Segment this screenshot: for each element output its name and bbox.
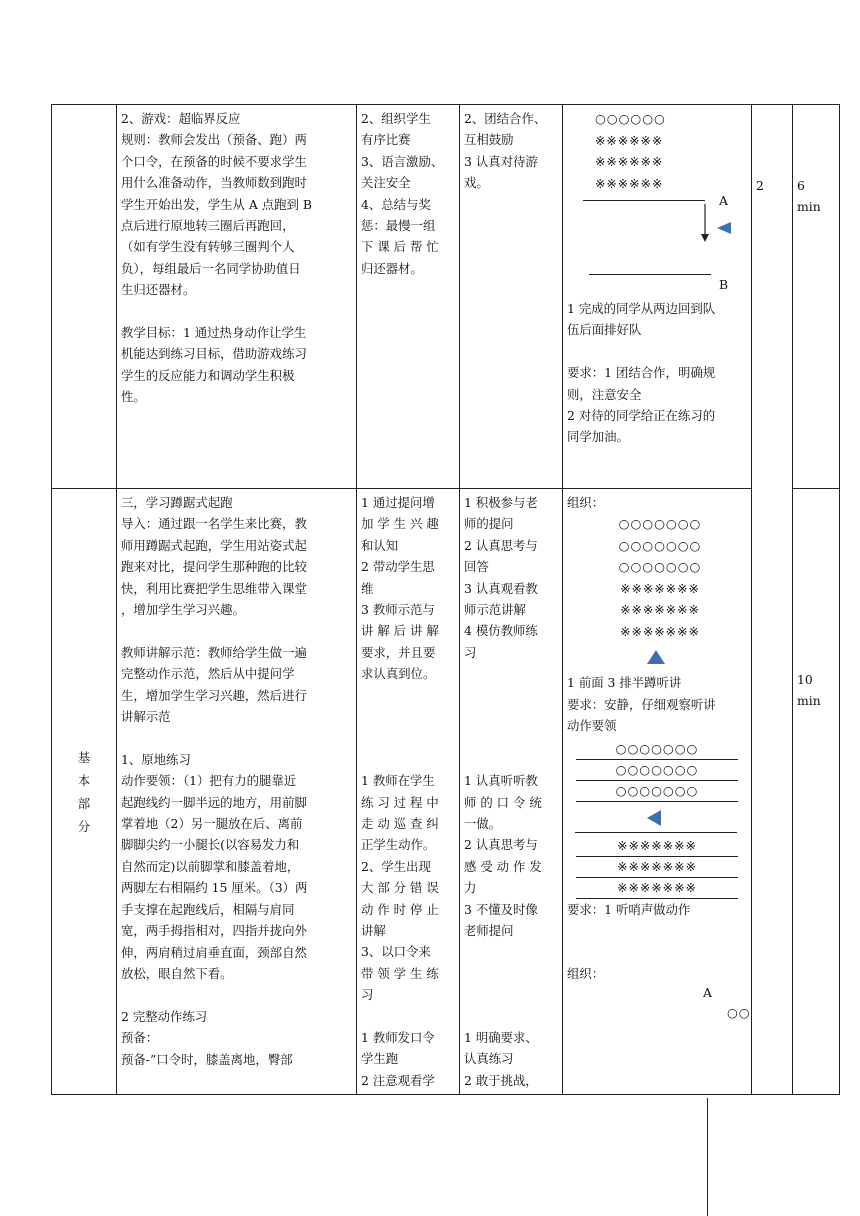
content-line: 教师讲解示范：教师给学生做一遍 [121,644,307,660]
teacher-line: 下 课 后 帮 忙 [361,239,439,255]
circle-row: ○○○○○○○ [618,537,702,553]
times-cell: 2 [752,105,793,489]
teacher-line: 3、语言激励、 [361,153,444,169]
student-line [464,727,558,748]
formation-note: 2 对待的同学给正在练习的 [567,408,716,424]
content-line: 点后进行原地转三圈后再跑回， [121,218,295,234]
run-arrow-icon [697,204,737,246]
lesson-plan-table [51,104,840,1095]
content-line: 手支撑在起跑线后，相隔与肩同 [121,901,295,917]
finish-line [589,274,711,275]
star-row: ※※※※※※※ [576,857,738,878]
content-line: 完整动作示范，然后从中提问学 [121,666,295,682]
circle-row: ○○○○○○○ [618,516,702,532]
point-a-label-2: A [703,985,712,1001]
content-line: 教学目标：1 通过热身动作让学生 [121,325,307,341]
star-row: ※※※※※※ [595,154,664,169]
content-line: 跑来对比，提问学生那种跑的比较 [121,559,307,575]
student-line: 2 认真思考与 [464,837,538,853]
times-cell-empty [752,489,793,1095]
formation-requirement: 要求：1 听哨声做动作 [567,901,691,917]
teacher-line: 和认知 [361,537,399,553]
star-row: ※※※※※※ [595,132,664,148]
star-row: ※※※※※※※ [620,580,700,596]
teacher-line: 求认真到位。 [361,666,436,682]
duration-value: 10 min [797,672,821,708]
student-line [464,984,558,1005]
teacher-line: 2 带动学生思 [361,559,435,575]
duration-cell [793,489,840,1095]
student-line: 认真练习 [464,1051,514,1067]
content-line: 预备： [121,1030,159,1046]
student-line: 3 不懂及时像 [464,901,538,917]
formation-cell [563,489,752,1095]
star-row: ※※※※※※※ [576,836,738,857]
content-line: 2 完整动作练习 [121,1008,208,1024]
student-line [464,663,558,684]
teacher-line [361,1006,455,1027]
student-activity-cell [460,489,563,1095]
formation-note-1: 1 前面 3 排半蹲听讲 [567,675,682,691]
content-line: 2、游戏：超临界反应 [121,111,241,126]
start-line [583,200,705,201]
teacher-line: 加 学 生 兴 趣 [361,516,439,532]
formation-note-3: 动作要领 [567,718,617,734]
student-line: 感 受 动 作 发 [464,858,542,874]
track-line [707,1098,708,1216]
circle-tail: ○○ [727,1005,751,1021]
section-cell-empty [52,105,117,489]
content-line: 放松，眼自然下看。 [121,965,233,981]
circle-row: ○○○○○○○ [576,739,738,760]
formation-note: 则，注意安全 [567,386,642,402]
section-label: 基本部分 [77,749,91,834]
teacher-line: 讲 解 后 讲 解 [361,623,439,639]
content-line: 导入：通过跟一名学生来比赛，教 [121,516,307,532]
teacher-line: 动 作 时 停 止 [361,901,439,917]
student-line: 1 认真听听教 [464,773,538,789]
student-line [464,1006,558,1027]
teacher-line: 习 [361,987,374,1003]
teacher-line: 归还器材。 [361,260,423,276]
content-line: 讲解示范 [121,709,171,725]
star-row: ※※※※※※ [595,175,664,191]
content-line: 预备-”口令时，膝盖离地，臀部 [121,1051,293,1067]
student-line: 师的提问 [464,516,514,532]
teacher-line: 要求，并且要 [361,644,436,660]
student-line: 互相鼓励 [464,132,514,148]
content-line: 1、原地练习 [121,751,191,767]
teacher-line: 2 注意观看学 [361,1072,435,1088]
content-line: 两脚左右相隔约 15 厘米。（3）两 [121,880,308,896]
teacher-line: 关注安全 [361,175,411,191]
star-row: ※※※※※※※ [576,878,738,899]
student-line: 1 明确要求、 [464,1030,538,1046]
teacher-line: 大 部 分 错 误 [361,880,439,896]
student-activity-cell [460,105,563,489]
content-line: 负），每组最后一名同学协助值日 [121,260,301,276]
teacher-line: 正学生动作。 [361,837,436,853]
content-line: 学生开始出发，学生从 A 点跑到 B [121,196,312,212]
teacher-triangle-icon [647,650,665,664]
section-cell [52,489,117,1095]
teacher-line: 3 教师示范与 [361,602,435,618]
teacher-line [361,749,455,770]
content-line: 宽，两手拇指相对，四指并拢向外 [121,923,307,939]
teacher-line: 有序比赛 [361,132,411,148]
content-cell [117,489,357,1095]
teacher-line: 练 习 过 程 中 [361,794,439,810]
formation-note-2: 要求：安静，仔细观察听讲 [567,696,716,712]
teacher-line: 讲解 [361,923,386,939]
content-line: 快，利用比赛把学生思维带入课堂 [121,580,307,596]
teacher-activity-cell [357,489,460,1095]
content-line: 掌着地（2）另一腿放在后、离前 [121,816,303,832]
star-row: ※※※※※※※ [620,623,700,639]
teacher-line [361,706,455,727]
table-row [52,105,840,489]
point-a-label: A [719,193,728,208]
teacher-line: 2、学生出现 [361,858,431,874]
student-line [464,963,558,984]
student-line [464,685,558,706]
student-line: 师 的 口 令 统 [464,794,542,810]
student-line: 2、团结合作、 [464,111,547,126]
content-line: 生归还器材。 [121,282,196,298]
student-line: 师示范讲解 [464,602,526,618]
student-line [464,749,558,770]
student-line [464,941,558,962]
formation-note [567,341,747,362]
circle-row: ○○○○○○ [595,111,666,126]
content-line: 生，增加学生学习兴趣，然后进行 [121,687,307,703]
org-label: 组织： [567,495,605,510]
content-line: ，增加学生学习兴趣。 [121,602,245,618]
content-line: 性。 [121,389,146,405]
student-line: 戏。 [464,175,489,191]
student-line: 4 模仿教师练 [464,623,538,639]
content-line [121,727,352,748]
teacher-line: 带 领 学 生 练 [361,965,439,981]
content-line [121,620,352,641]
teacher-line: 1 教师在学生 [361,773,435,789]
teacher-triangle-left-icon [647,810,661,826]
formation-cell [563,105,752,489]
student-line: 习 [464,644,477,660]
point-b-label: B [719,277,729,292]
duration-value: 6 min [797,178,821,214]
org-label-2: 组织： [567,965,605,981]
teacher-activity-cell [357,105,460,489]
student-line: 力 [464,880,477,896]
teacher-line: 惩：最慢一组 [361,218,436,234]
content-line [121,301,352,322]
student-line: 3 认真观看教 [464,580,538,596]
teacher-line: 1 通过提问增 [361,495,435,510]
teacher-line [361,727,455,748]
student-line: 3 认真对待游 [464,153,538,169]
table-row [52,489,840,1095]
formation-note: 伍后面排好队 [567,322,642,338]
content-line: 机能达到练习目标，借助游戏练习 [121,346,307,362]
teacher-line: 走 动 巡 查 纠 [361,816,439,832]
circle-row: ○○○○○○○ [576,760,738,781]
content-line: 动作要领：（1）把有力的腿靠近 [121,773,297,789]
content-line: 学生的反应能力和调动学生积极 [121,367,295,383]
content-line: 自然而定)以前脚掌和膝盖着地， [121,858,300,874]
content-line: 个口令，在预备的时候不要求学生 [121,153,307,169]
teacher-line: 2、组织学生 [361,111,431,126]
student-line: 老师提问 [464,923,514,939]
student-line: 1 积极参与老 [464,495,538,510]
student-line: 2 敢于挑战， [464,1072,538,1088]
teacher-line: 3、以口令来 [361,944,431,960]
content-line: 师用蹲踞式起跑，学生用站姿式起 [121,537,307,553]
teacher-line [361,685,455,706]
formation-note: 1 完成的同学从两边回到队 [567,301,716,316]
teacher-line: 学生跑 [361,1051,399,1067]
content-cell [117,105,357,489]
student-line: 2 认真思考与 [464,537,538,553]
duration-cell [793,105,840,489]
star-row: ※※※※※※※ [620,602,700,618]
content-line: 伸，两肩稍过肩垂直面，颈部自然 [121,944,307,960]
circle-row: ○○○○○○○ [618,559,702,575]
formation-divider [575,832,737,833]
teacher-line: 1 教师发口令 [361,1030,435,1046]
content-line: 起跑线约一脚半远的地方，用前脚 [121,794,307,810]
content-line: 规则：教师会发出（预备、跑）两 [121,132,307,148]
student-line: 回答 [464,559,489,575]
formation-note: 同学加油。 [567,429,629,445]
content-line: （如有学生没有转够三圈判个人 [121,239,295,255]
formation-note: 要求：1 团结合作，明确规 [567,365,716,381]
student-line: 一做。 [464,816,502,832]
content-line: 脚脚尖约一小腿长(以容易发力和 [121,837,300,853]
teacher-line: 4、总结与奖 [361,196,431,212]
content-line: 用什么准备动作，当教师数到跑时 [121,175,307,191]
circle-row: ○○○○○○○ [576,781,738,802]
student-line [464,706,558,727]
content-line: 三，学习蹲踞式起跑 [121,495,233,510]
content-line [121,984,352,1005]
teacher-line: 维 [361,580,374,596]
